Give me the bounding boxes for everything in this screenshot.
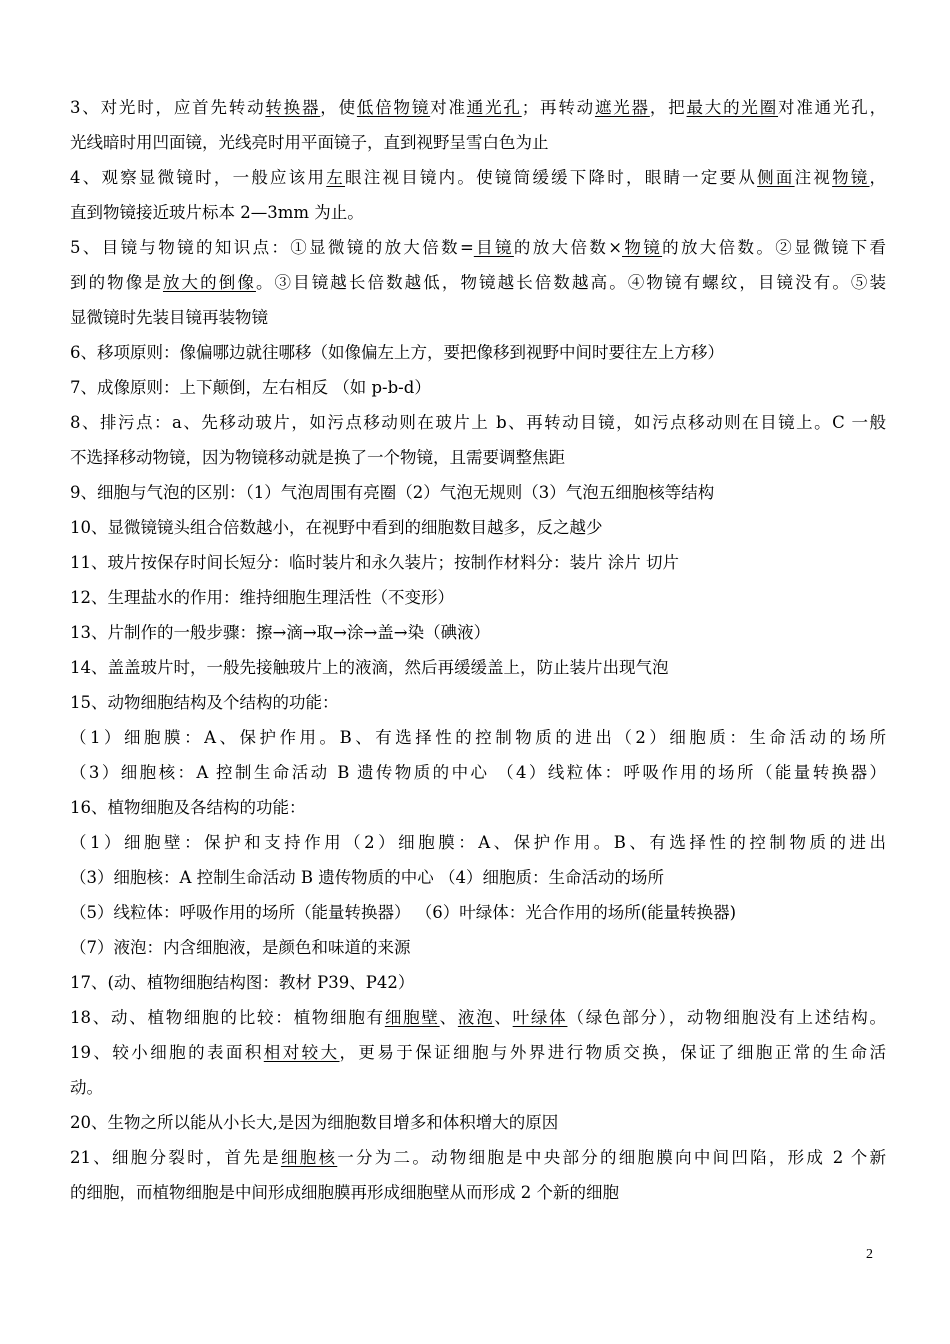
- text-segment: 11、玻片按保存时间长短分：临时装片和永久装片；按制作材料分：装片 涂片 切片: [70, 553, 679, 572]
- text-segment: 对准: [430, 98, 467, 117]
- text-segment: 的放大倍数×: [513, 238, 623, 257]
- text-segment: 到的物像是: [70, 273, 163, 292]
- page-number: 2: [866, 1247, 873, 1262]
- text-segment: （3）细胞核：A 控制生命活动 B 遗传物质的中心 （4）细胞质：生命活动的场所: [70, 868, 665, 887]
- text-line: [70, 160, 886, 195]
- text-segment: 眼注视目镜内。使镜筒缓缓下降时，眼睛一定要从: [345, 168, 758, 187]
- text-segment: 6、移项原则：像偏哪边就往哪移（如像偏左上方，要把像移到视野中间时要往左上方移）: [70, 343, 724, 362]
- text-segment: 7、成像原则：上下颠倒，左右相反 （如 p-b-d）: [70, 378, 431, 397]
- text-line: [70, 650, 886, 685]
- text-line: [70, 1140, 886, 1175]
- text-segment: 12、生理盐水的作用：维持细胞生理活性（不变形）: [70, 588, 454, 607]
- text-segment: 18、动、植物细胞的比较：植物细胞有: [70, 1008, 385, 1027]
- text-line: [70, 545, 886, 580]
- text-line: [70, 230, 886, 265]
- text-segment: 3、对光时，应首先转动: [70, 98, 266, 117]
- text-line: [70, 125, 886, 160]
- underlined-term: 物镜: [832, 168, 870, 187]
- text-line: [70, 895, 886, 930]
- text-segment: 对准通光孔，: [778, 98, 886, 117]
- text-segment: （3）细胞核：A 控制生命活动 B 遗传物质的中心 （4）线粒体：呼吸作用的场所（能量转换器）: [70, 763, 886, 782]
- text-line: [70, 335, 886, 370]
- text-segment: 20、生物之所以能从小长大,是因为细胞数目增多和体积增大的原因: [70, 1113, 559, 1132]
- text-segment: （1）细胞壁：保护和支持作用（2）细胞膜：A、保护作用。B、有选择性的控制物质的进出: [70, 833, 886, 852]
- text-segment: 。③目镜越长倍数越低，物镜越长倍数越高。④物镜有螺纹，目镜没有。⑤装: [255, 273, 886, 292]
- text-segment: 不选择移动物镜，因为物镜移动就是换了一个物镜，且需要调整焦距: [70, 448, 565, 467]
- underlined-term: 左: [326, 168, 345, 187]
- underlined-term: 最大的光圈: [686, 98, 779, 117]
- text-segment: （7）液泡：内含细胞液，是颜色和味道的来源: [70, 938, 411, 957]
- text-segment: 19、较小细胞的表面积: [70, 1043, 264, 1062]
- text-segment: ，: [869, 168, 886, 187]
- text-segment: 9、细胞与气泡的区别：（1）气泡周围有亮圈（2）气泡无规则（3）气泡五细胞核等结构: [70, 483, 715, 502]
- text-segment: 直到物镜接近玻片标本 2—3mm 为止。: [70, 203, 364, 222]
- text-line: [70, 720, 886, 755]
- underlined-term: 目镜: [473, 238, 514, 257]
- text-line: [70, 405, 886, 440]
- underlined-term: 遮光器: [594, 98, 650, 117]
- text-segment: 10、显微镜镜头组合倍数越小，在视野中看到的细胞数目越多，反之越少: [70, 518, 603, 537]
- underlined-term: 侧面: [757, 168, 795, 187]
- text-line: [70, 1105, 886, 1140]
- text-line: [70, 965, 886, 1000]
- text-line: [70, 790, 886, 825]
- text-line: [70, 265, 886, 300]
- text-segment: 的放大倍数。②显微镜下看: [662, 238, 886, 257]
- text-line: [70, 300, 886, 335]
- text-line: [70, 90, 886, 125]
- text-line: [70, 930, 886, 965]
- text-segment: 17、(动、植物细胞结构图：教材 P39、P42）: [70, 973, 415, 992]
- text-segment: 注视: [794, 168, 833, 187]
- text-line: [70, 825, 886, 860]
- text-segment: 16、植物细胞及各结构的功能：: [70, 798, 306, 817]
- underlined-term: 叶绿体: [512, 1008, 568, 1027]
- underlined-term: 细胞壁: [384, 1008, 440, 1027]
- text-line: [70, 370, 886, 405]
- text-segment: 、: [439, 1008, 458, 1027]
- text-segment: 13、片制作的一般步骤：擦→滴→取→涂→盖→染（碘液）: [70, 623, 491, 642]
- text-segment: ，把: [649, 98, 687, 117]
- text-line: [70, 440, 886, 475]
- text-segment: ；再转动: [521, 98, 595, 117]
- text-line: [70, 580, 886, 615]
- underlined-term: 放大的倒像: [162, 273, 256, 292]
- text-segment: （1）细胞膜：A、保护作用。B、有选择性的控制物质的进出（2）细胞质：生命活动的场所: [70, 728, 886, 747]
- text-line: [70, 685, 886, 720]
- text-segment: （5）线粒体：呼吸作用的场所（能量转换器） （6）叶绿体：光合作用的场所(能量转换器): [70, 903, 737, 922]
- text-line: [70, 755, 886, 790]
- underlined-term: 液泡: [457, 1008, 495, 1027]
- text-line: [70, 1000, 886, 1035]
- underlined-term: 物镜: [622, 238, 663, 257]
- underlined-term: 低倍物镜: [356, 98, 431, 117]
- text-line: [70, 1035, 886, 1070]
- text-line: [70, 510, 886, 545]
- text-line: [70, 195, 886, 230]
- text-line: [70, 860, 886, 895]
- text-segment: 4、观察显微镜时，一般应该用: [70, 168, 327, 187]
- text-line: [70, 1070, 886, 1105]
- text-line: [70, 475, 886, 510]
- text-segment: ，使: [320, 98, 357, 117]
- document-body: [70, 90, 886, 1210]
- text-segment: ，更易于保证细胞与外界进行物质交换，保证了细胞正常的生命活: [339, 1043, 886, 1062]
- text-segment: 5、目镜与物镜的知识点：①显微镜的放大倍数=: [70, 238, 474, 257]
- underlined-term: 细胞核: [280, 1148, 338, 1167]
- text-segment: 、: [494, 1008, 513, 1027]
- text-segment: 一分为二。动物细胞是中央部分的细胞膜向中间凹陷，形成 2 个新: [337, 1148, 886, 1167]
- text-segment: 8、排污点：a、先移动玻片，如污点移动则在玻片上 b、再转动目镜，如污点移动则在目镜上。C 一般: [70, 413, 886, 432]
- underlined-term: 通光孔: [466, 98, 522, 117]
- text-segment: 动。: [70, 1078, 103, 1097]
- underlined-term: 转换器: [265, 98, 321, 117]
- underlined-term: 相对较大: [263, 1043, 340, 1062]
- text-segment: 显微镜时先装目镜再装物镜: [70, 308, 268, 327]
- text-segment: 15、动物细胞结构及个结构的功能：: [70, 693, 339, 712]
- text-line: [70, 615, 886, 650]
- text-segment: 光线暗时用凹面镜，光线亮时用平面镜子，直到视野呈雪白色为止: [70, 133, 549, 152]
- text-segment: （绿色部分），动物细胞没有上述结构。: [567, 1008, 886, 1027]
- text-segment: 14、盖盖玻片时，一般先接触玻片上的液滴，然后再缓缓盖上，防止装片出现气泡: [70, 658, 669, 677]
- text-segment: 21、细胞分裂时，首先是: [70, 1148, 281, 1167]
- text-line: [70, 1175, 886, 1210]
- text-segment: 的细胞，而植物细胞是中间形成细胞膜再形成细胞壁从而形成 2 个新的细胞: [70, 1183, 619, 1202]
